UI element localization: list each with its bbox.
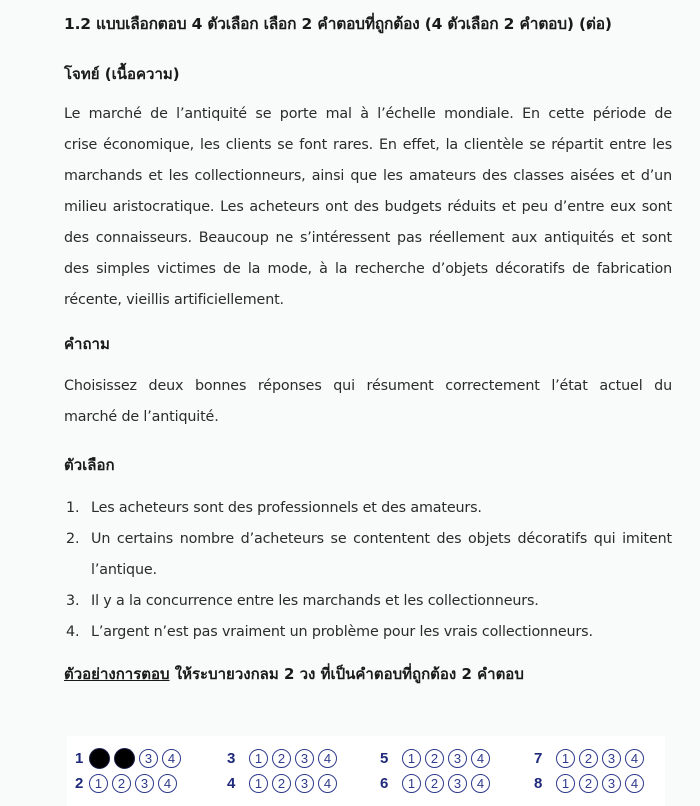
answer-bubble[interactable]: 2 <box>112 774 131 793</box>
answer-group <box>534 746 648 796</box>
answer-bubble[interactable]: 4 <box>471 774 490 793</box>
answer-group <box>227 746 341 796</box>
answer-row <box>75 771 185 795</box>
answer-bubble[interactable]: 1 <box>249 774 268 793</box>
options-heading: ตัวเลือก <box>64 456 115 474</box>
question-number: 7 <box>534 749 543 767</box>
answer-bubble[interactable]: 1 <box>249 749 268 768</box>
filled-answer-bubble[interactable] <box>114 748 135 769</box>
answer-bubble[interactable]: 4 <box>158 774 177 793</box>
answer-bubble[interactable]: 3 <box>295 774 314 793</box>
answer-bubble[interactable]: 4 <box>162 749 181 768</box>
passage-text <box>64 99 672 316</box>
answer-bubble[interactable]: 3 <box>602 774 621 793</box>
question-line: Choisissez deux bonnes réponses qui résument correctement l’état actuel du <box>64 378 672 394</box>
answer-bubble[interactable]: 3 <box>295 749 314 768</box>
answer-row <box>380 771 494 795</box>
answer-bubble[interactable]: 2 <box>272 774 291 793</box>
option-text: Un certains nombre d’acheteurs se contentent des objets décoratifs qui imitent <box>91 531 672 547</box>
option-item <box>64 586 672 617</box>
question-number: 5 <box>380 749 389 767</box>
section-title: 1.2 แบบเลือกตอบ 4 ตัวเลือก เลือก 2 คำตอบที่ถูกต้อง (4 ตัวเลือก 2 คำตอบ) (ต่อ) <box>64 15 612 33</box>
answer-group <box>75 746 185 796</box>
answer-sheet <box>67 736 665 806</box>
answer-bubble[interactable]: 2 <box>272 749 291 768</box>
example-label: ตัวอย่างการตอบ <box>64 665 170 683</box>
filled-answer-bubble[interactable] <box>89 748 110 769</box>
options-list <box>64 493 672 648</box>
answer-bubble[interactable]: 1 <box>556 749 575 768</box>
option-text: L’argent n’est pas vraiment un problème pour les vrais collectionneurs. <box>91 624 593 640</box>
answer-row <box>534 771 648 795</box>
passage-line: des connaisseurs. Beaucoup ne s’intéressent pas réellement aux antiquités et sont <box>64 230 672 246</box>
passage-line: Le marché de l’antiquité se porte mal à l’échelle mondiale. En cette période de <box>64 106 672 122</box>
question-number: 3 <box>227 749 236 767</box>
question-number: 1 <box>75 749 84 767</box>
option-text: Les acheteurs sont des professionnels et des amateurs. <box>91 500 482 516</box>
answer-row <box>75 746 185 770</box>
answer-bubble[interactable]: 2 <box>579 749 598 768</box>
answer-bubble[interactable]: 4 <box>318 749 337 768</box>
answer-bubble[interactable]: 1 <box>402 749 421 768</box>
answer-bubble[interactable]: 2 <box>579 774 598 793</box>
passage-line: récente, vieillis artificiellement. <box>64 292 284 308</box>
question-number: 6 <box>380 774 389 792</box>
question-number: 8 <box>534 774 543 792</box>
option-item <box>64 524 672 586</box>
option-text: Il y a la concurrence entre les marchands et les collectionneurs. <box>91 593 539 609</box>
option-number: 3. <box>66 593 80 609</box>
answer-bubble[interactable]: 1 <box>556 774 575 793</box>
answer-bubble[interactable]: 3 <box>602 749 621 768</box>
answer-bubble[interactable]: 4 <box>471 749 490 768</box>
answer-bubble[interactable]: 2 <box>425 774 444 793</box>
answer-bubble[interactable]: 1 <box>402 774 421 793</box>
option-number: 2. <box>66 531 80 547</box>
option-number: 4. <box>66 624 80 640</box>
option-text: l’antique. <box>91 562 157 578</box>
answer-bubble[interactable]: 2 <box>425 749 444 768</box>
passage-heading: โจทย์ (เนื้อความ) <box>64 65 180 83</box>
answer-bubble[interactable]: 4 <box>625 774 644 793</box>
answer-bubble[interactable]: 1 <box>89 774 108 793</box>
answer-row <box>227 771 341 795</box>
question-line: marché de l’antiquité. <box>64 409 219 425</box>
answer-row <box>380 746 494 770</box>
answer-row <box>227 746 341 770</box>
passage-line: crise économique, les clients se font rares. En effet, la clientèle se répartit entre les <box>64 137 672 153</box>
answer-bubble[interactable]: 3 <box>448 774 467 793</box>
answer-bubble[interactable]: 4 <box>625 749 644 768</box>
example-instruction <box>64 662 524 686</box>
question-number: 2 <box>75 774 84 792</box>
passage-line: marchands et les collectionneurs, ainsi que les amateurs des classes aisées et d’un <box>64 168 672 184</box>
answer-bubble[interactable]: 4 <box>318 774 337 793</box>
passage-line: des simples victimes de la mode, à la recherche d’objets décoratifs de fabrication <box>64 261 672 277</box>
answer-group <box>380 746 494 796</box>
question-heading: คำถาม <box>64 335 110 353</box>
example-text: ให้ระบายวงกลม 2 วง ที่เป็นคำตอบที่ถูกต้อง 2 คำตอบ <box>169 665 524 683</box>
question-number: 4 <box>227 774 236 792</box>
question-text <box>64 371 672 433</box>
option-item <box>64 617 672 648</box>
option-number: 1. <box>66 500 80 516</box>
answer-bubble[interactable]: 3 <box>448 749 467 768</box>
answer-bubble[interactable]: 3 <box>135 774 154 793</box>
passage-line: milieu aristocratique. Les acheteurs ont des budgets réduits et peu d’entre eux sont <box>64 199 672 215</box>
answer-bubble[interactable]: 3 <box>139 749 158 768</box>
option-item <box>64 493 672 524</box>
answer-row <box>534 746 648 770</box>
